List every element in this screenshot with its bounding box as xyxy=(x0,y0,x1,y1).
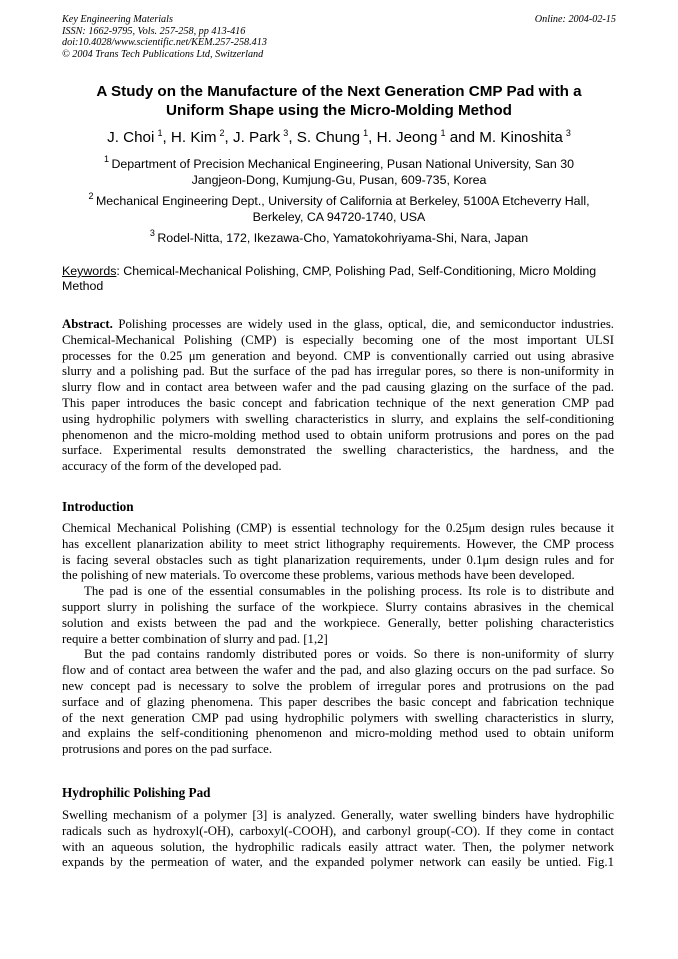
author-name: S. Chung xyxy=(296,129,361,146)
section-heading-hydrophilic: Hydrophilic Polishing Pad xyxy=(62,785,211,800)
affiliation-mark: 1 xyxy=(103,154,109,164)
body-line: The pad is one of the essential consumables in the polishing process. Its role is to distribute and xyxy=(84,584,614,599)
author-name: H. Kim xyxy=(170,129,217,146)
abstract-line: slurry flow and in contact area between wafer and the pad causing glazing on the surface of the pad. xyxy=(62,380,614,395)
title-line-2: Uniform Shape using the Micro-Molding Method xyxy=(166,102,512,119)
abstract-line: This paper introduces the basic concept and fabrication technique of the next generation CMP pad xyxy=(62,395,614,410)
body-line: surface and of glazing phenomena. This paper describes the basic concept and fabrication technique xyxy=(62,694,614,709)
body-line: is facing several obstacles such as tight planarization requirements, under 0.1μm design rules and for xyxy=(62,552,614,567)
abstract-line: processes for the 0.25 μm generation and beyond. CMP is conventionally carried out using abrasive xyxy=(62,348,614,363)
author-affiliation-mark: 1 xyxy=(363,128,369,138)
title-line-1: A Study on the Manufacture of the Next Generation CMP Pad with a xyxy=(96,83,582,100)
author-name: M. Kinoshita xyxy=(479,129,563,146)
affiliation-line: Rodel-Nitta, 172, Ikezawa-Cho, Yamatokohriyama-Shi, Nara, Japan xyxy=(157,231,529,245)
introduction-text xyxy=(62,521,614,758)
body-line: support slurry in polishing the surface of the workpiece. Slurry contains abrasives in the chemical xyxy=(62,599,614,614)
body-line: expands by the permeation of water, and the expanded polymer network can easily be untied. Fig.1 xyxy=(62,855,614,870)
author-list: J. Choi $^1$, H. Kim $^2$, J. Park $^3$, S. Chung $^1$, H. Jeong $^1$ and M. Kinoshita $^3$ xyxy=(107,128,571,146)
abstract-line: slurry and a polishing pad. But the surface of the pad has irregular pores, so there is non-uniformity in xyxy=(62,364,614,379)
author-name: H. Jeong xyxy=(376,129,438,146)
affiliation-line: Berkeley, CA 94720-1740, USA xyxy=(252,210,426,224)
body-line: require a better combination of slurry and pad. [1,2] xyxy=(62,631,328,646)
online-date: Online: 2004-02-15 xyxy=(534,14,616,25)
paper-title xyxy=(62,82,616,120)
abstract-line: Chemical-Mechanical Polishing (CMP) is especially becoming one of the most important ULSI xyxy=(62,332,614,347)
affiliation-line: Jangjeon-Dong, Kumjung-Gu, Pusan, 609-735, Korea xyxy=(191,173,487,187)
keywords-label: Keywords xyxy=(62,264,117,278)
author-affiliation-mark: 1 xyxy=(440,128,446,138)
journal-name: Key Engineering Materials xyxy=(62,14,173,25)
keywords-text: Method xyxy=(62,278,104,293)
abstract-line: accuracy of the form of the developed pad. xyxy=(62,459,282,474)
body-line: radicals such as hydroxyl(-OH), carboxyl(-COOH), and carbonyl group(-CO). If they come in contact xyxy=(62,823,614,838)
body-line: flow and of contact area between the wafer and the pad, and also glazing occurs on the pad surface. So xyxy=(62,663,614,678)
body-line: the polishing of new materials. To overcome these problems, various methods have been developed. xyxy=(62,568,575,583)
affiliation-3 xyxy=(62,230,616,246)
author-affiliation-mark: 3 xyxy=(565,128,571,138)
body-line: has excellent planarization ability to meet strict lithography requirements. However, the CMP process xyxy=(62,536,614,551)
author-affiliation-mark: 1 xyxy=(157,128,163,138)
author-name: J. Park xyxy=(232,129,281,146)
hydrophilic-text xyxy=(62,808,614,871)
abstract-line: surface. Experimental results demonstrated the swelling characteristics, the hardness, and the xyxy=(62,443,614,458)
affiliation-mark: 2 xyxy=(88,191,94,201)
affiliation-1 xyxy=(62,156,616,188)
affiliation-line: Department of Precision Mechanical Engineering, Pusan National University, San 30 xyxy=(111,157,575,171)
copyright-line: © 2004 Trans Tech Publications Ltd, Switzerland xyxy=(62,48,264,60)
issn-line: ISSN: 1662-9795, Vols. 257-258, pp 413-416 xyxy=(62,25,246,37)
author-name: J. Choi xyxy=(107,129,155,146)
body-line: But the pad contains randomly distributed pores or voids. So there is non-uniformity of slurry xyxy=(84,647,614,662)
body-line: Swelling mechanism of a polymer [3] is analyzed. Generally, water swelling binders have hydrophilic xyxy=(62,808,614,822)
section-heading-introduction: Introduction xyxy=(62,499,134,514)
author-affiliation-mark: 2 xyxy=(219,128,225,138)
abstract-line: phenomenon and the micro-molding method used to obtain uniform protrusions and pores on the pad xyxy=(62,427,614,442)
body-line: of the next generation CMP pad using hydrophilic polymers with swelling characteristics in slurry, xyxy=(62,710,614,725)
abstract-label: Abstract. xyxy=(62,317,113,331)
body-line: Chemical Mechanical Polishing (CMP) is essential technology for the 0.25μm design rules because it xyxy=(62,521,614,535)
body-line: solution and exists between the pad and the workpiece. Generally, better polishing characteristics xyxy=(62,615,614,630)
body-line: protrusions and pores on the pad surface. xyxy=(62,742,273,757)
abstract xyxy=(62,317,614,475)
affiliation-mark: 3 xyxy=(149,228,155,238)
abstract-line: Polishing processes are widely used in the glass, optical, die, and semiconductor industries. xyxy=(112,317,614,331)
affiliation-2 xyxy=(62,193,616,225)
keywords-text: : Chemical-Mechanical Polishing, CMP, Polishing Pad, Self-Conditioning, Micro Molding xyxy=(116,264,597,278)
journal-header xyxy=(62,14,616,60)
author-affiliation-mark: 3 xyxy=(283,128,289,138)
body-line: new concept pad is necessary to solve the problem of irregular pores and protrusions on the pad xyxy=(62,678,614,693)
keywords xyxy=(62,264,616,293)
abstract-line: using hydrophilic polymers with swelling characteristics in slurry, and explains the self-conditioning xyxy=(62,411,614,426)
body-line: and explains the self-conditioning phenomenon and micro-molding method used to obtain uniform xyxy=(62,726,614,741)
affiliation-line: Mechanical Engineering Dept., University of California at Berkeley, 5100A Etcheverry Hall, xyxy=(95,194,590,208)
doi-line: doi:10.4028/www.scientific.net/KEM.257-258.413 xyxy=(62,37,267,49)
body-line: with an aqueous solution, the hydrophilic radicals easily attract water. Then, the polymer network xyxy=(62,839,614,854)
